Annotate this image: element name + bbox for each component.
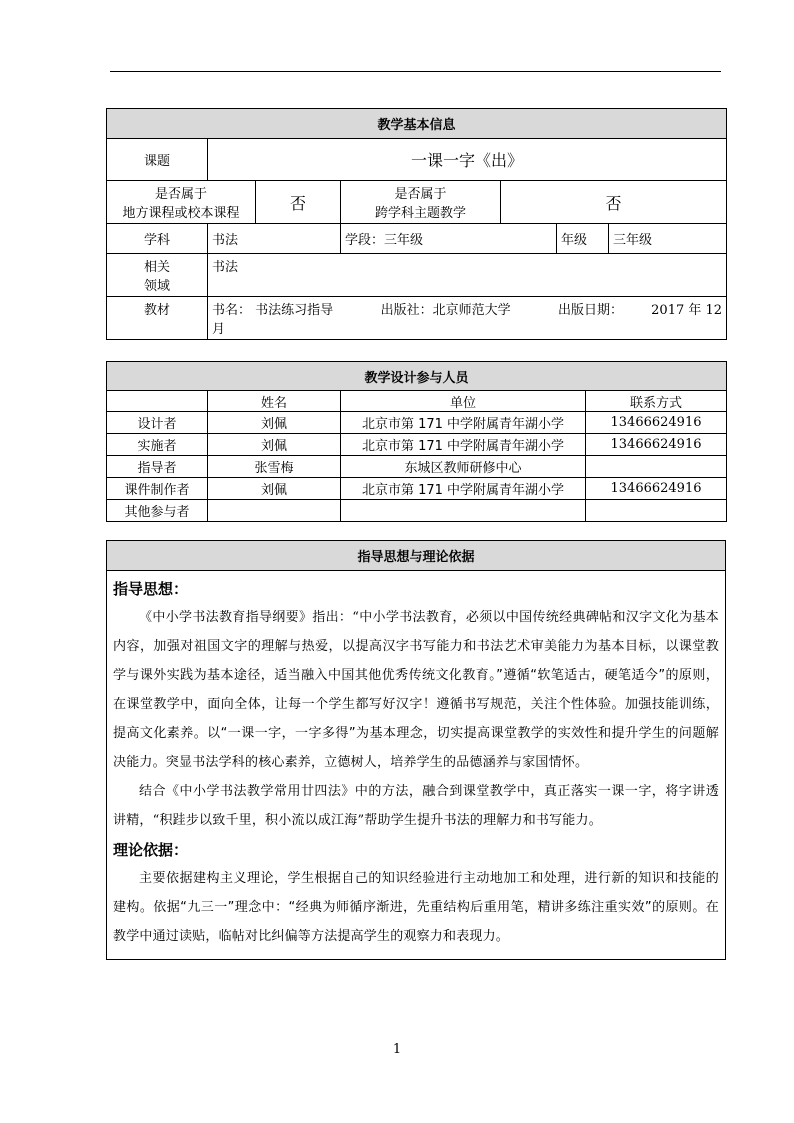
guidance-paragraph-1	[113, 603, 719, 777]
unit-cell: 东城区教师研修中心	[341, 456, 586, 478]
guidance-heading: 指导思想：	[113, 580, 189, 598]
pub-date-month: 月	[212, 322, 226, 337]
grade-value: 三年级	[609, 224, 727, 254]
field-label	[107, 254, 208, 297]
table-row	[107, 412, 727, 434]
role-cell: 实施者	[107, 434, 208, 456]
topic-label: 课题	[107, 139, 208, 181]
name-cell: 刘佩	[208, 478, 341, 500]
guidance-paragraph-1-rest: 为基本内容，加强对祖国文字的理解与热爱，以提高汉字书写能力和书法艺术审美能力为基本目标，以课堂教学与课外实践为基本途径，适当融入中国其他优秀传统文化教育。”遵循“软笔适古，硬笔适今”的原则，在课堂教学中，面向全体，让每一个学生都写好汉字！遵循书写规范，关注个性体验。加强技能训练，提高文化素养。以“一课一字，一字多得”为基本理念，切实提高课堂教学的实效性和提升学生的问题解决能力。突显书法学科的核心素养，立德树人，培养学生的品德涵养与家国情怀。	[113, 610, 719, 770]
participants-table	[106, 361, 727, 522]
cross-subject-value: 否	[501, 181, 727, 224]
table-header-cell: 姓名	[208, 391, 341, 412]
theory-heading: 理论依据：	[113, 841, 189, 859]
local-course-label	[107, 181, 256, 224]
role-cell: 设计者	[107, 412, 208, 434]
page-number: 1	[392, 1042, 402, 1057]
table-row	[107, 478, 727, 500]
unit-cell	[341, 500, 586, 522]
phone-cell	[586, 500, 727, 522]
topic-value: 一课一字《出》	[208, 139, 727, 181]
name-cell	[208, 500, 341, 522]
table-header-cell: 联系方式	[586, 391, 727, 412]
pub-date	[558, 299, 722, 318]
book-name: 书名： 书法练习指导	[212, 303, 334, 318]
subject-value: 书法	[208, 224, 341, 254]
pub-date-label: 出版日期：	[558, 303, 624, 318]
table-row	[107, 456, 727, 478]
phone-cell: 13466624916	[586, 412, 727, 434]
basic-info-table	[106, 108, 727, 340]
local-course-value: 否	[256, 181, 341, 224]
role-cell: 其他参与者	[107, 500, 208, 522]
phone-cell	[586, 456, 727, 478]
pub-date-value: 2017 年 12	[651, 303, 723, 318]
table-header-cell: 单位	[341, 391, 586, 412]
role-cell: 课件制作者	[107, 478, 208, 500]
table-row	[107, 500, 727, 522]
role-cell: 指导者	[107, 456, 208, 478]
table-row	[107, 434, 727, 456]
guidance-paragraph-2-text: 结合《中小学书法教学常用廿四法》中的方法，融合到课堂教学中，真正落实一课一字，将字讲透讲精，	[113, 784, 719, 828]
field-label-line1: 相关	[143, 260, 170, 275]
name-cell: 张雪梅	[208, 456, 341, 478]
participants-title: 教学设计参与人员	[107, 362, 727, 391]
guidance-body	[107, 571, 726, 960]
header-rule	[110, 71, 721, 72]
local-course-label-line2: 地方课程或校本课程	[122, 206, 240, 221]
table-header-cell	[107, 391, 208, 412]
grade-label: 年级	[557, 224, 609, 254]
publisher: 出版社：北京师范大学	[380, 303, 511, 318]
guidance-paragraph-1-quote: 《中小学书法教育指导纲要》指出：“中小学书法教育，必须以中国传统经典碑帖和汉字文化	[139, 610, 680, 625]
cross-subject-label-line2: 跨学科主题教学	[374, 206, 466, 221]
unit-cell: 北京市第 171 中学附属青年湖小学	[341, 434, 586, 456]
guidance-table	[106, 540, 726, 960]
stage-value: 学段：三年级	[341, 224, 557, 254]
local-course-label-line1: 是否属于	[154, 187, 207, 202]
phone-cell: 13466624916	[586, 478, 727, 500]
guidance-paragraph-2-quote: “积跬步以致千里，积小流以成江海”帮助学生提升书法的理解力和书写能力。	[152, 813, 602, 828]
basic-info-title: 教学基本信息	[107, 109, 727, 139]
guidance-paragraph-2	[113, 777, 719, 835]
cross-subject-label	[341, 181, 501, 224]
field-label-line2: 领域	[143, 279, 170, 294]
cross-subject-label-line1: 是否属于	[394, 187, 447, 202]
guidance-title: 指导思想与理论依据	[107, 541, 726, 571]
unit-cell: 北京市第 171 中学附属青年湖小学	[341, 412, 586, 434]
phone-cell: 13466624916	[586, 434, 727, 456]
theory-paragraph: 主要依据建构主义理论，学生根据自己的知识经验进行主动地加工和处理，进行新的知识和技能的建构。依据“九三一”理念中：“经典为师循序渐进，先重结构后重用笔，精讲多练注重实效”的原则。在教学中通过读贴，临帖对比纠偏等方法提高学生的观察力和表现力。	[113, 871, 719, 944]
textbook-info	[208, 297, 727, 340]
unit-cell: 北京市第 171 中学附属青年湖小学	[341, 478, 586, 500]
field-value: 书法	[208, 254, 727, 297]
name-cell: 刘佩	[208, 412, 341, 434]
subject-label: 学科	[107, 224, 208, 254]
textbook-label: 教材	[107, 297, 208, 340]
name-cell: 刘佩	[208, 434, 341, 456]
